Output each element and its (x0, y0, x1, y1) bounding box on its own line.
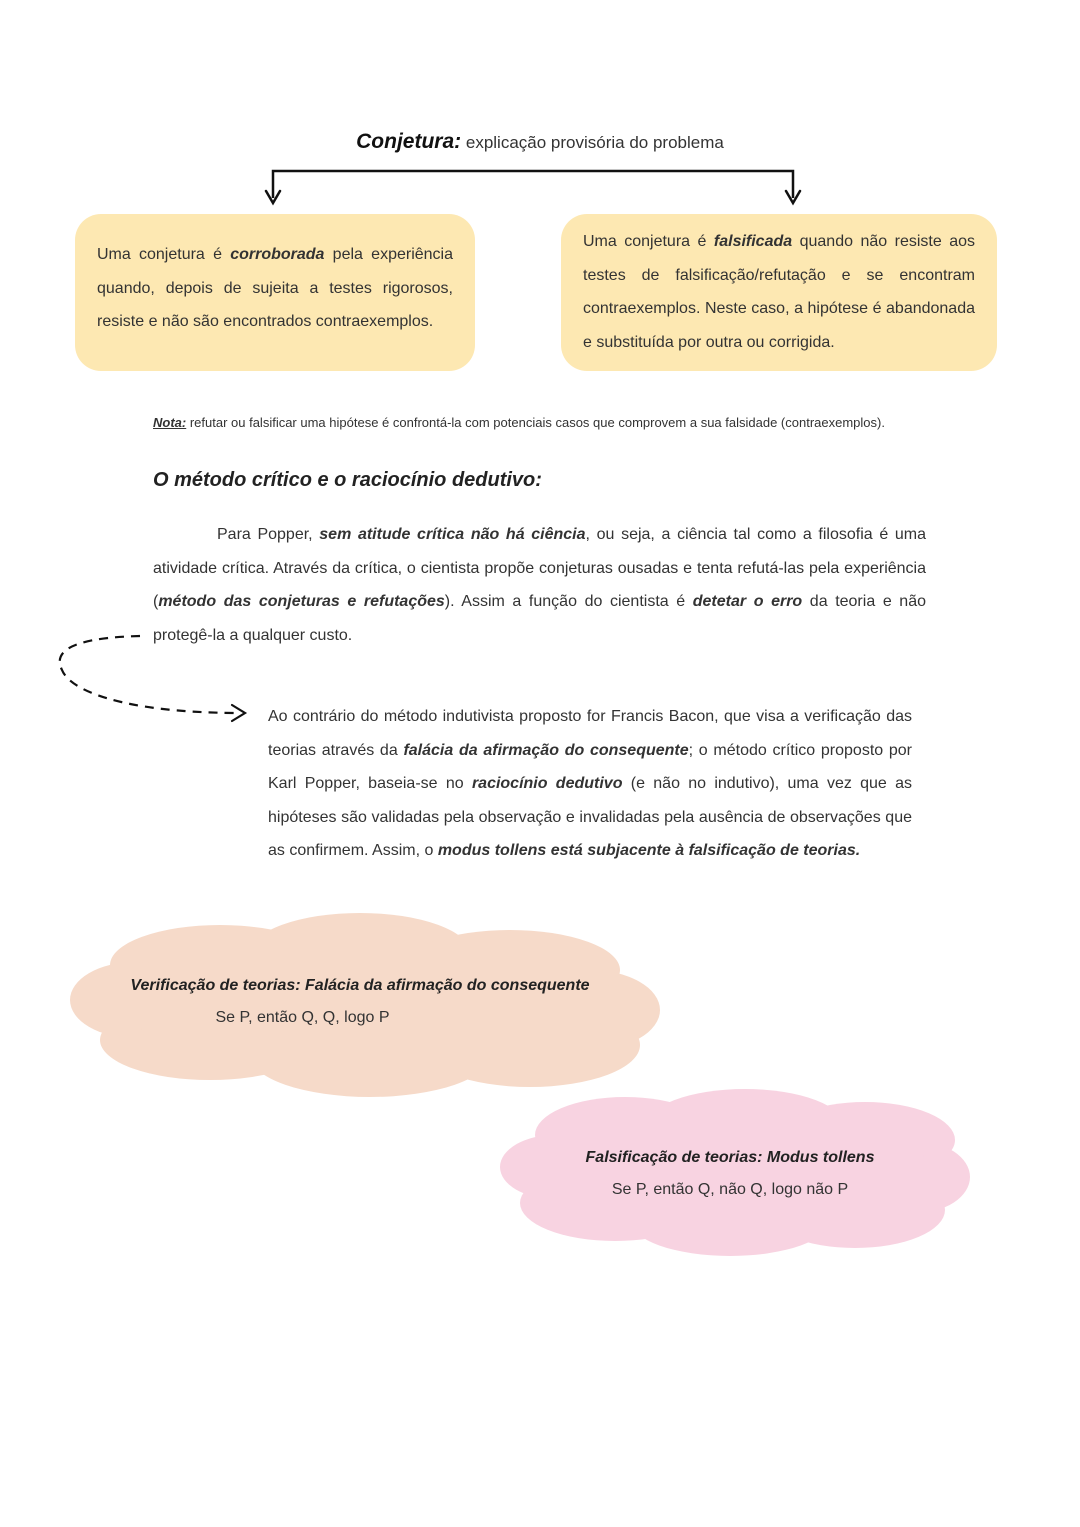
cloud-falsification-formula: Se P, então Q, não Q, logo não P (611, 1181, 849, 1198)
cloud-verification-formula: Se P, então Q, Q, logo P (215, 1009, 390, 1026)
paragraph-critical-method: Ao contrário do método indutivista proposto for Francis Bacon, que visa a verificação das teorias através da falácia da afirmação do consequente; o método crítico proposto por Karl Popper, baseia-se no raciocínio dedutivo (e não no indutivo), uma vez que as hipóteses são validadas pela observação e invalidadas pela ausência de observações que as confirmem. Assim, o modus tollens está subjacente à falsificação de teorias. (268, 708, 913, 859)
falsified-text: Uma conjetura é falsificada quando não resiste aos testes de falsificação/refutação e se encontram contraexemplos. Neste caso, a hipótese é abandonada e substituída por outra ou corrigida. (583, 233, 975, 351)
cloud-verification (110, 977, 610, 1027)
falsified-box (561, 214, 997, 371)
bracket-connector (0, 0, 1080, 220)
cloud-verification-title: Verificação de teorias: Falácia da afirmação do consequente (130, 977, 590, 994)
note-text: refutar ou falsificar uma hipótese é confrontá-la com potenciais casos que comprovem a sua falsidade (contraexemplos). (186, 415, 885, 430)
dashed-curved-arrow-icon (0, 600, 300, 740)
corroborated-term: corroborada (230, 246, 325, 263)
paragraph-popper: Para Popper, sem atitude crítica não há ciência, ou seja, a ciência tal como a filosofia é uma atividade crítica. Através da crítica, o cientista propõe conjeturas ousadas e tenta refutá-las pela experiência (método das conjeturas e refutações). Assim a função do cientista é detetar o erro da teoria e não protegê-la a qualquer custo. (153, 526, 927, 644)
falsified-term: falsificada (713, 233, 793, 250)
conjecture-definition: explicação provisória do problema (465, 133, 724, 152)
section-title: O método crítico e o raciocínio dedutivo: (153, 469, 542, 491)
note-label: Nota: (153, 415, 187, 430)
cloud-falsification-title: Falsificação de teorias: Modus tollens (585, 1149, 875, 1166)
corroborated-text: Uma conjetura é corroborada pela experiência quando, depois de sujeita a testes rigorosos, resiste e não são encontrados contraexemplos. (97, 246, 453, 330)
cloud-falsification (530, 1149, 930, 1199)
conjecture-term: Conjetura: (356, 130, 462, 153)
note (153, 415, 943, 430)
corroborated-box (75, 214, 475, 371)
